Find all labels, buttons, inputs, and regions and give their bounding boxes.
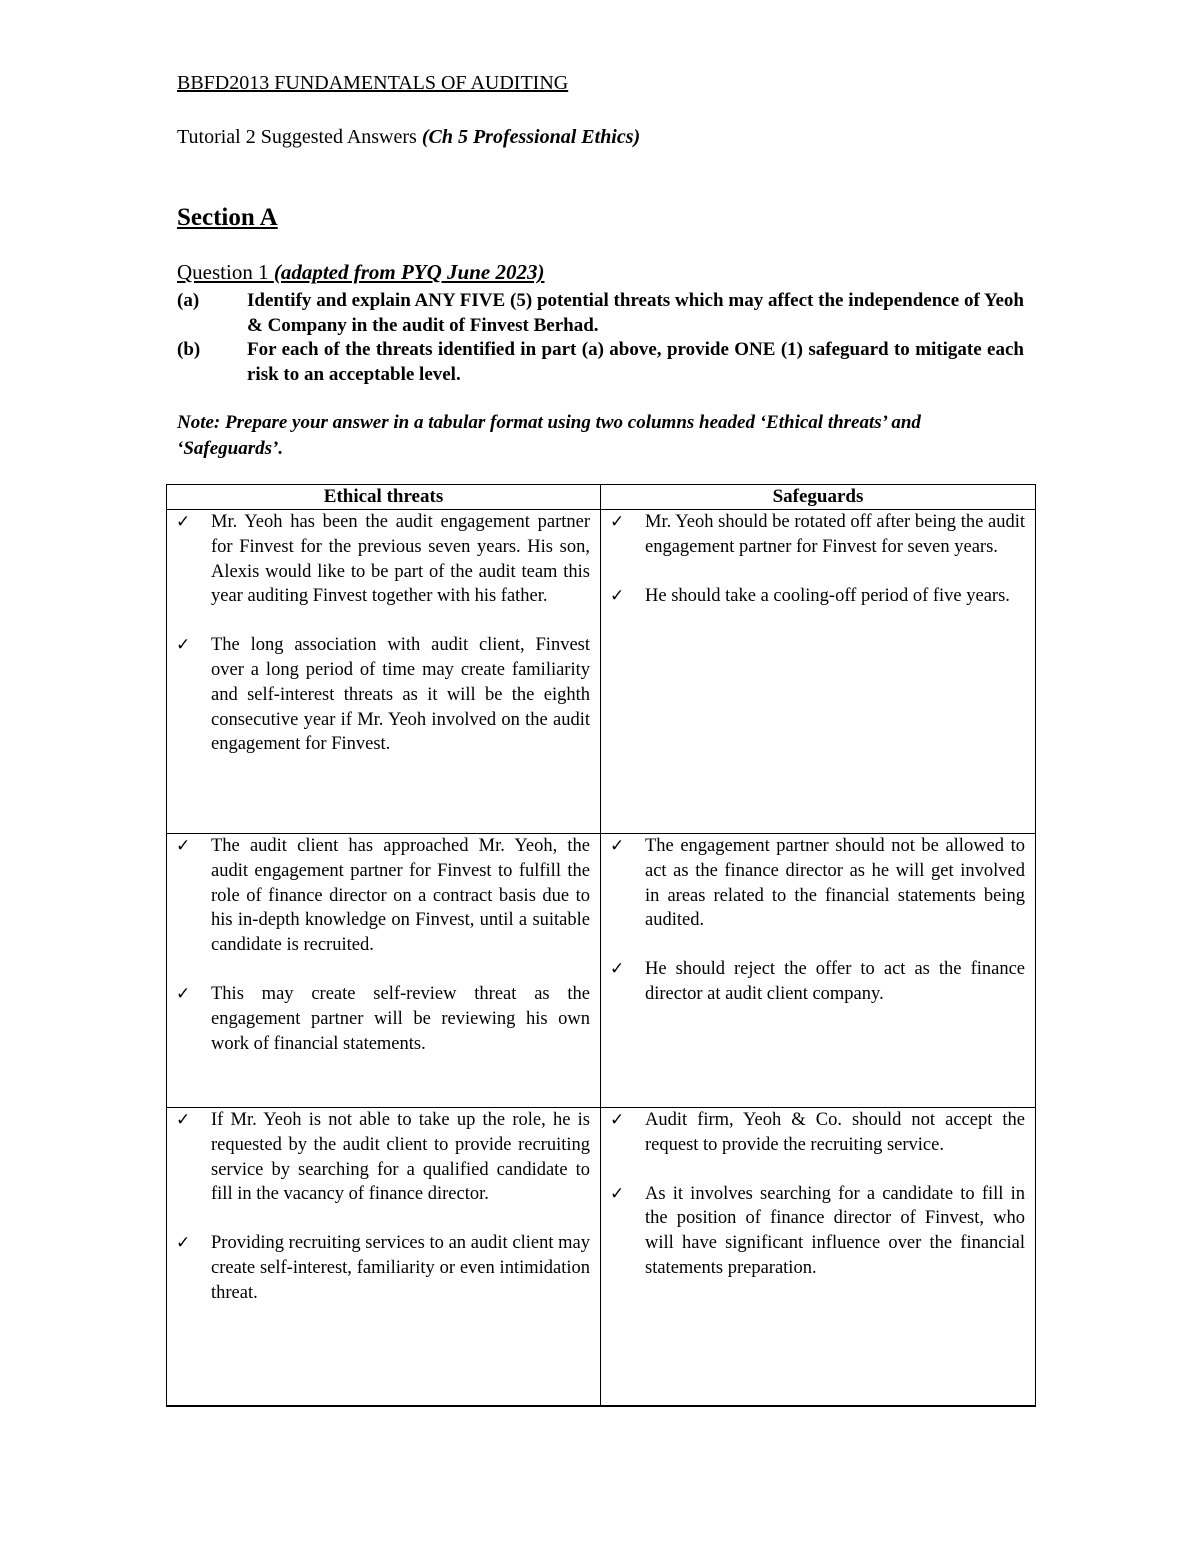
check-mark-icon: ✓ [610, 512, 625, 532]
safeguards-cell [601, 510, 1036, 834]
question-part-b [177, 337, 1024, 387]
check-mark-icon: ✓ [610, 1110, 625, 1130]
check-mark-icon: ✓ [610, 959, 625, 980]
answer-table [166, 484, 1036, 1407]
column-header-safeguards: Safeguards [601, 485, 1036, 510]
check-mark-icon: ✓ [610, 585, 625, 606]
tutorial-label: Tutorial 2 Suggested Answers [177, 126, 422, 148]
column-header-ethical-threats: Ethical threats [167, 485, 601, 510]
threat-item [167, 633, 600, 757]
threat-item [167, 834, 600, 958]
threats-cell [167, 834, 601, 1108]
course-title: BBFD2013 FUNDAMENTALS OF AUDITING [177, 72, 569, 94]
table-header-row [167, 485, 1036, 510]
threat-text: If Mr. Yeoh is not able to take up the role, he is requested by the audit client to provide recruiting service by searching for a qualified candidate to fill in the vacancy of finance director. [211, 1110, 590, 1205]
safeguard-text: He should reject the offer to act as the finance director at audit client company. [645, 959, 1025, 1004]
threat-text: The long association with audit client, Finvest over a long period of time may create familiarity and self-interest threats as it will be the eighth consecutive year if Mr. Yeoh involved on the audit engagement for Finvest. [211, 635, 590, 755]
threats-cell [167, 510, 601, 834]
question-title [177, 260, 544, 285]
safeguard-text: Mr. Yeoh should be rotated off after being the audit engagement partner for Finvest for seven years. [645, 512, 1025, 557]
check-mark-icon: ✓ [176, 1233, 191, 1254]
question-part-label: (b) [177, 339, 201, 360]
threat-text: This may create self-review threat as the engagement partner will be reviewing his own work of financial statements. [211, 983, 590, 1054]
safeguard-item [601, 510, 1035, 560]
tutorial-title [177, 126, 640, 149]
answer-format-note: Note: Prepare your answer in a tabular format using two columns headed ‘Ethical threats’ and ‘Safeguards’. [177, 412, 921, 459]
threat-text: Providing recruiting services to an audit client may create self-interest, familiarity or even intimidation threat. [211, 1233, 590, 1303]
safeguards-cell [601, 1108, 1036, 1406]
question-part-label: (a) [177, 290, 200, 311]
safeguard-item [601, 1182, 1035, 1281]
check-mark-icon: ✓ [176, 1110, 191, 1130]
safeguard-item [601, 834, 1035, 933]
check-mark-icon: ✓ [176, 836, 191, 856]
threats-cell [167, 1108, 601, 1406]
safeguard-item [601, 1108, 1035, 1158]
table-row [167, 834, 1036, 1108]
safeguards-cell [601, 834, 1036, 1108]
check-mark-icon: ✓ [176, 512, 191, 532]
threat-text: Mr. Yeoh has been the audit engagement partner for Finvest for the previous seven years. His son, Alexis would like to be part of the audit team this year auditing Finvest together with his father. [211, 512, 590, 607]
question-source: (adapted from PYQ June 2023) [273, 260, 545, 284]
threat-text: The audit client has approached Mr. Yeoh, the audit engagement partner for Finvest to fulfill the role of finance director on a contract basis due to his in-depth knowledge on Finvest, until a suitable candidate is recruited. [211, 836, 590, 956]
safeguard-text: As it involves searching for a candidate to fill in the position of finance director of Finvest, who will have significant influence over the financial statements preparation. [645, 1183, 1025, 1278]
check-mark-icon: ✓ [176, 983, 191, 1004]
threat-item [167, 510, 600, 609]
table-row [167, 510, 1036, 834]
check-mark-icon: ✓ [176, 635, 191, 656]
question-part-text: For each of the threats identified in part (a) above, provide ONE (1) safeguard to mitigate each risk to an acceptable level. [247, 339, 1024, 385]
question-part-text: Identify and explain ANY FIVE (5) potential threats which may affect the independence of Yeoh & Company in the audit of Finvest Berhad. [247, 290, 1024, 336]
question-part-a [177, 288, 1024, 338]
tutorial-chapter: (Ch 5 Professional Ethics) [421, 126, 641, 148]
safeguard-item [601, 584, 1035, 609]
safeguard-text: The engagement partner should not be allowed to act as the finance director as he will get involved in areas related to the financial statements being audited. [645, 836, 1025, 931]
safeguard-item [601, 957, 1035, 1007]
check-mark-icon: ✓ [610, 836, 625, 856]
threat-item [167, 1231, 600, 1305]
threat-item [167, 1108, 600, 1207]
threat-item [167, 982, 600, 1056]
check-mark-icon: ✓ [610, 1183, 625, 1204]
section-title: Section A [177, 204, 278, 231]
safeguard-text: Audit firm, Yeoh & Co. should not accept the request to provide the recruiting service. [645, 1110, 1025, 1155]
question-label: Question 1 [177, 260, 274, 284]
table-row [167, 1108, 1036, 1406]
safeguard-text: He should take a cooling-off period of five years. [645, 585, 1010, 606]
